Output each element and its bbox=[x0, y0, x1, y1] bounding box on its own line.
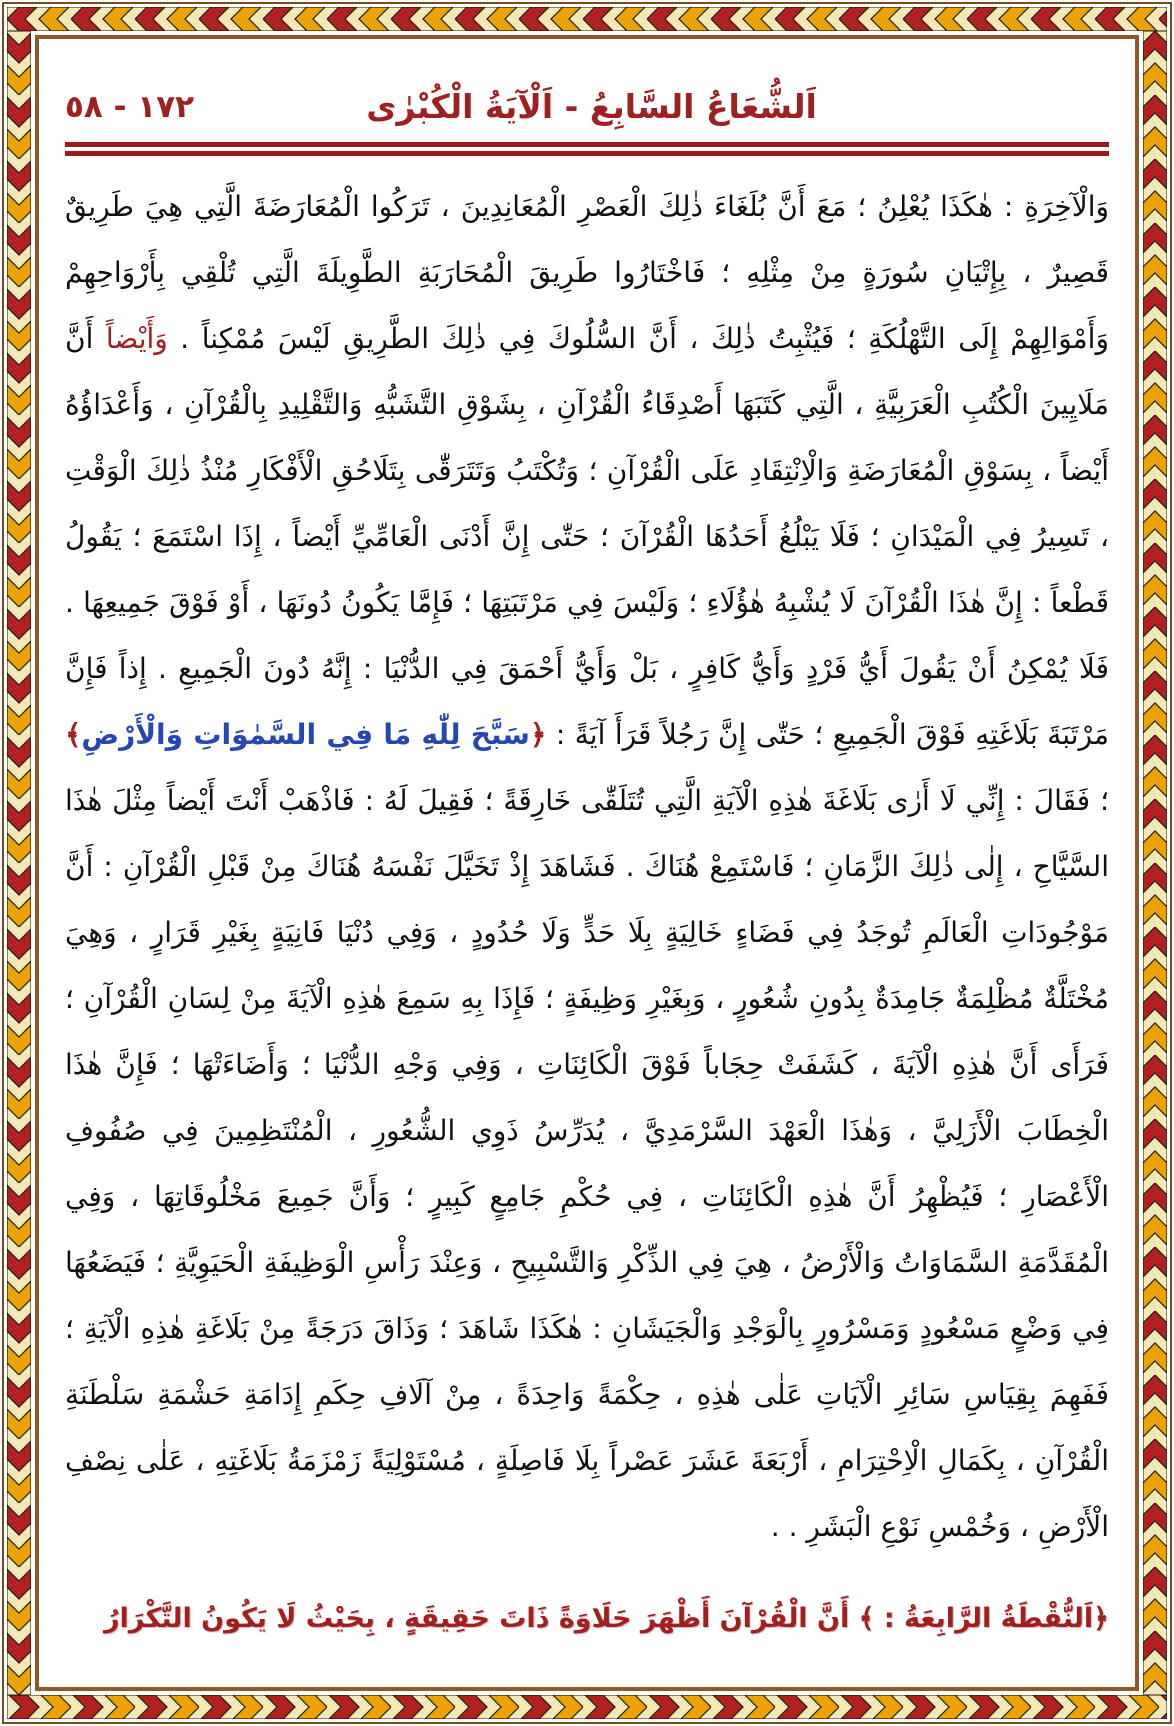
text-segment-black: ؛ فَقَالَ : إِنِّي لَا أَرٰى بَلَاغَةَ هٰذِهِ الْآيَةِ الَّتِي تُتَلَقّٰى خَارِقَةً ؛ فَقِيلَ لَهُ : فَاذْهَبْ أَنْتَ أَيْضاً مِثْلَ هٰذَا السَّيَّاحِ ، إِلٰى ذٰلِكَ الزَّمَانِ ؛ فَاسْتَمِعْ هُنَاكَ . فَشَاهَدَ إِذْ تَخَيَّلَ نَفْسَهُ هُنَاكَ مِنْ قَبْلِ الْقُرْآنِ : أَنَّ مَوْجُودَاتِ الْعَالَمِ تُوجَدُ فِي فَضَاءٍ خَالِيَةٍ بِلَا حَدٍّ وَلَا حُدُودٍ ، وَفِي دُنْيَا فَانِيَةٍ بِغَيْرِ قَرَارٍ ، وَهِيَ مُخْتَلَّةٌ مُظْلِمَةٌ جَامِدَةٌ بِدُونِ شُعُورٍ ، وَبِغَيْرِ وَظِيفَةٍ ؛ فَإِذَا بِهِ سَمِعَ هٰذِهِ الْآيَةَ مِنْ لِسَانِ الْقُرْآنِ ؛ فَرَأَى أَنَّ هٰذِهِ الْآيَةَ ، كَشَفَتْ حِجَاباً فَوْقَ الْكَائِنَاتِ ، وَفِي وَجْهِ الدُّنْيَا ؛ وَأَضَاءَتْهَا ؛ فَإِنَّ هٰذَا الْخِطَابَ الْأَزَلِيَّ ، وَهٰذَا الْعَهْدَ السَّرْمَدِيَّ ، يُدَرِّسُ ذَوِي الشُّعُورِ ، الْمُنْتَظِمِينَ فِي صُفُوفِ الْأَعْصَارِ ؛ فَيُظْهِرُ أَنَّ هٰذِهِ الْكَائِنَاتِ ، فِي حُكْمِ جَامِعٍ كَبِيرٍ ؛ وَأَنَّ جَمِيعَ مَخْلُوقَاتِهَا ، وَفِي الْمُقَدَّمَةِ السَّمَاوَاتُ وَالْأَرْضُ ، هِيَ فِي الذِّكْرِ وَالتَّسْبِيحِ ، وَعِنْدَ رَأْسِ الْوَظِيفَةِ الْحَيَوِيَّةِ ؛ فَيَضَعُهَا فِي وَضْعٍ مَسْعُودٍ وَمَسْرُورٍ بِالْوَجْدِ وَالْجَيَشَانِ : هٰكَذَا شَاهَدَ ؛ وَذَاقَ دَرَجَةً مِنْ بَلَاغَةِ هٰذِهِ الْآيَةِ ؛ فَفَهِمَ بِقِيَاسِ سَائِرِ الْآيَاتِ عَلٰى هٰذِهِ ، حِكْمَةً وَاحِدَةً ، مِنْ آلَافِ حِكَمِ إِدَامَةِ حَشْمَةِ سَلْطَنَةِ الْقُرْآنِ ، بِكَمَالِ الْاِحْتِرَامِ ، أَرْبَعَةَ عَشَرَ عَصْراً بِلَا فَاصِلَةٍ ، مُسْتَوْلِيَةً زَمْزَمَةُ بَلَاغَتِهِ ، عَلٰى نِصْفِ الْأَرْضِ ، وَخُمْسِ نَوْعِ الْبَشَرِ . . bbox=[65, 784, 1109, 1543]
text-segment-blue: سَبَّحَ لِلّٰهِ مَا فِي السَّمٰوَاتِ وَالْأَرْضِ bbox=[81, 718, 530, 751]
text-segment-red: ﴿اَلنُّقْطَةُ الرَّابِعَةُ : ﴾ أَنَّ الْقُرْآنَ أَظْهَرَ حَلَاوَةً ذَاتَ حَقِيقَةٍ ، بِحَيْثُ لَا يَكُونُ التَّكْرَارُ bbox=[103, 1603, 1109, 1634]
border-pattern-bottom bbox=[7, 1695, 1167, 1719]
body-paragraph bbox=[65, 174, 1109, 1560]
text-segment-black: أَنَّ مَلَايِينَ الْكُتُبِ الْعَرَبِيَّةِ ، الَّتِي كَتَبَهَا أَصْدِقَاءُ الْقُرْآنِ ، بِشَوْقِ التَّشَبُّهِ وَالتَّقْلِيدِ بِالْقُرْآنِ ، وَأَعْدَاؤُهُ أَيْضاً ، بِسَوْقِ الْمُعَارَضَةِ وَالْاِنْتِقَادِ عَلَى الْقُرْآنِ ؛ وَتُكْتَبُ وَتَتَرَقّٰى بِتَلَاحُقِ الْأَفْكَارِ مُنْذُ ذٰلِكَ الْوَقْتِ ، تَسِيرُ فِي الْمَيْدَانِ ؛ فَلَا يَبْلُغُ أَحَدُهَا الْقُرْآنَ ؛ حَتّٰى إِنَّ أَدْنَى الْعَامِّيِّ أَيْضاً ، إِذَا اسْتَمَعَ ؛ يَقُولُ قَطْعاً : إِنَّ هٰذَا الْقُرْآنَ لَا يُشْبِهُ هٰؤُلَاءِ ؛ وَلَيْسَ فِي مَرْتَبَتِهَا ؛ فَإِمَّا يَكُونُ دُونَهَا ، أَوْ فَوْقَ جَمِيعِهَا . فَلَا يُمْكِنُ أَنْ يَقُولَ أَيُّ فَرْدٍ وَأَيُّ كَافِرٍ ، بَلْ وَأَيُّ أَحْمَقَ فِي الدُّنْيَا : إِنَّهُ دُونَ الْجَمِيعِ . إِذاً فَإِنَّ مَرْتَبَةَ بَلَاغَتِهِ فَوْقَ الْجَمِيعِ ؛ حَتّٰى إِنَّ رَجُلاً قَرَأَ آيَةً : bbox=[65, 322, 1109, 751]
fourth-point-heading bbox=[65, 1588, 1109, 1650]
text-segment-black: وَالْآخِرَةِ : هٰكَذَا يُعْلِنُ ؛ مَعَ أَنَّ بُلَغَاءَ ذٰلِكَ الْعَصْرِ الْمُعَانِدِينَ ، تَرَكُوا الْمُعَارَضَةَ الَّتِي هِيَ طَرِيقٌ قَصِيرٌ ، بِإِتْيَانِ سُورَةٍ مِنْ مِثْلِهِ ؛ فَاخْتَارُوا طَرِيقَ الْمُحَارَبَةِ الطَّوِيلَةَ الَّتِي تُلْقِي بِأَرْوَاحِهِمْ وَأَمْوَالِهِمْ إِلَى التَّهْلُكَةِ ؛ فَيُثْبِتُ ذٰلِكَ ، أَنَّ السُّلُوكَ فِي ذٰلِكَ الطَّرِيقِ لَيْسَ مُمْكِناً . bbox=[65, 190, 1109, 355]
page-header bbox=[65, 87, 1109, 126]
border-pattern-top bbox=[7, 7, 1167, 31]
text-segment-red: وَأَيْضاً bbox=[105, 322, 168, 355]
border-pattern-right bbox=[1143, 31, 1167, 1695]
border-pattern-left bbox=[7, 31, 31, 1695]
double-rule-divider bbox=[65, 142, 1109, 156]
page-numbers: ١٧٢ - ٥٨ bbox=[65, 88, 195, 125]
page-title: اَلشُّعَاعُ السَّابِعُ - اَلْآيَةُ الْكُبْرٰى bbox=[366, 87, 817, 126]
text-segment-bracket: ﴾ bbox=[65, 718, 82, 751]
page-content bbox=[39, 39, 1135, 1687]
text-segment-bracket: ﴿ bbox=[529, 718, 547, 751]
